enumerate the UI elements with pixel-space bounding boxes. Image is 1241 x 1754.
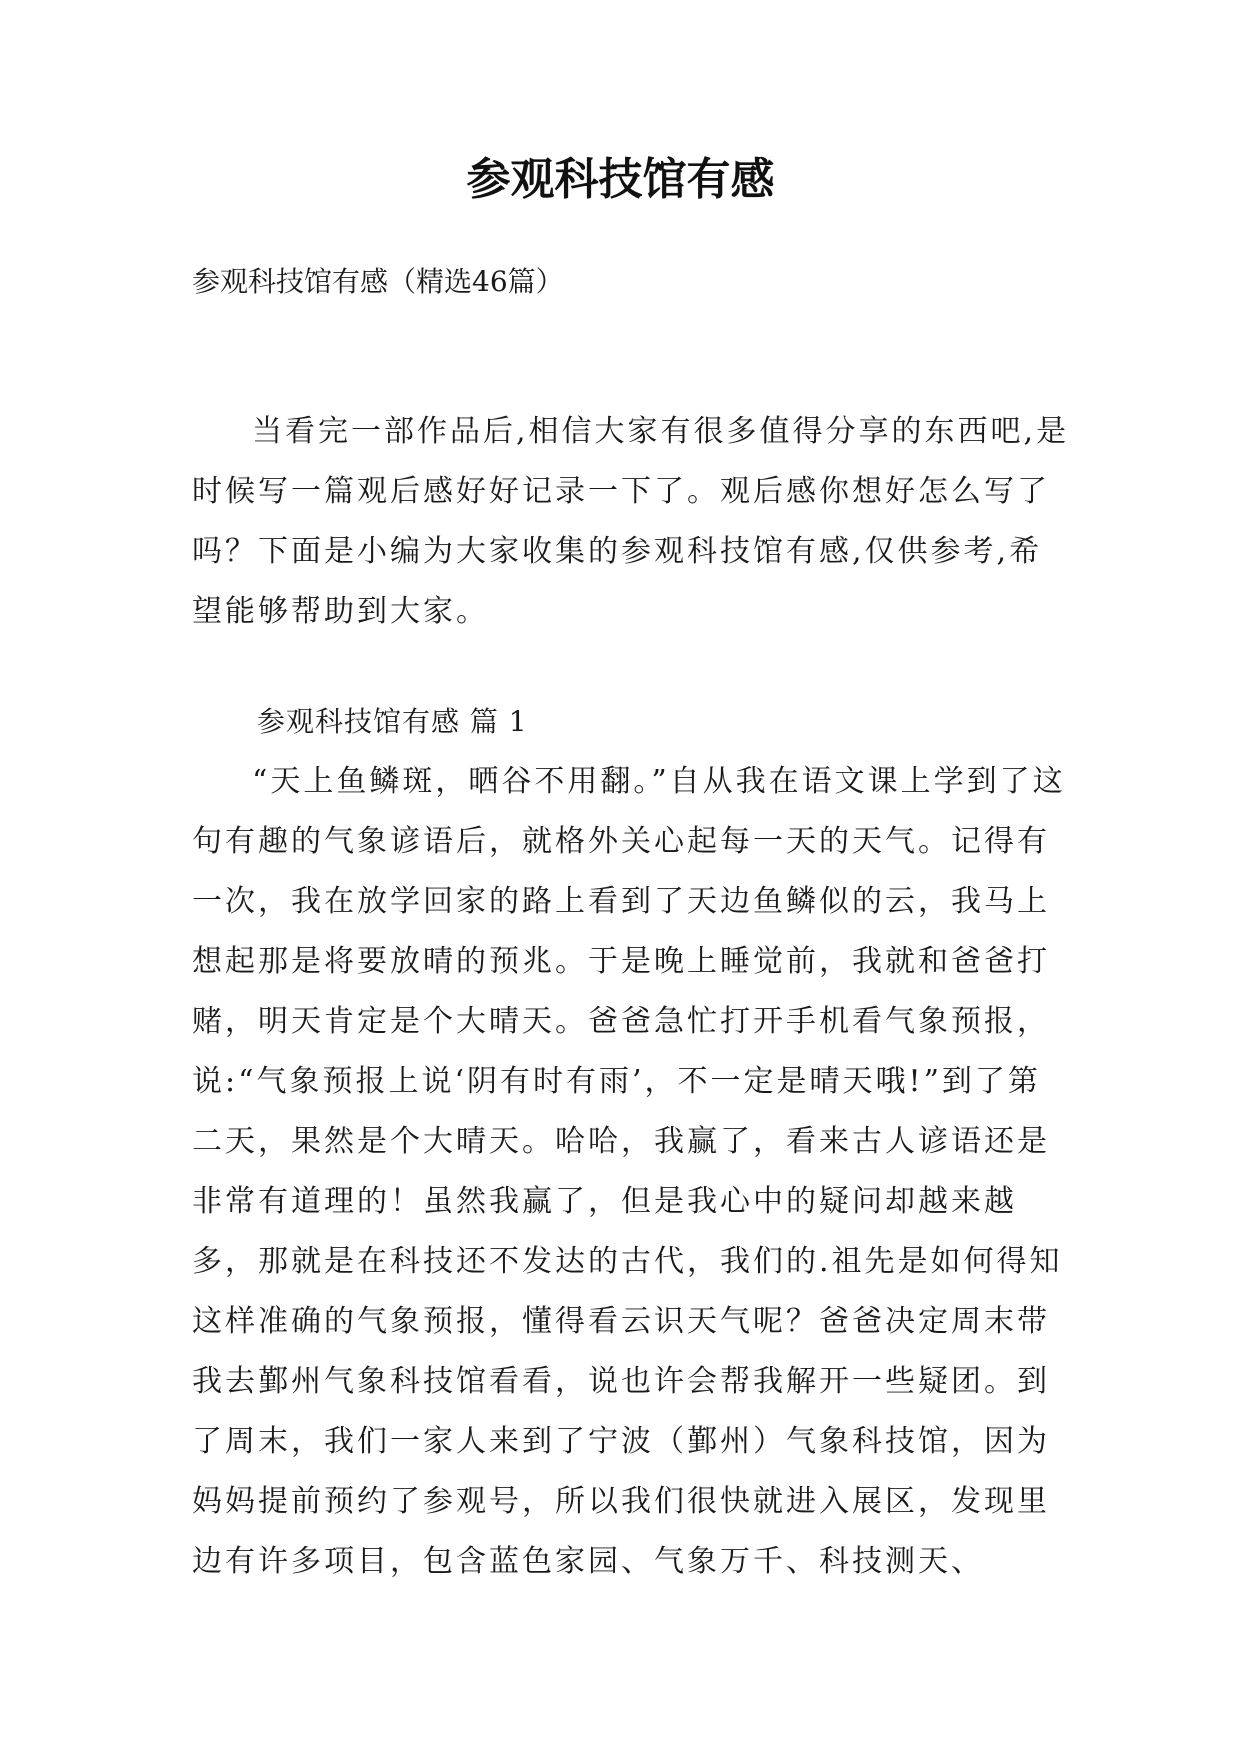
document-title: 参观科技馆有感 — [466, 154, 775, 205]
section-heading: 参观科技馆有感 篇 1 — [257, 705, 528, 738]
intro-paragraph: 当看完一部作品后,相信大家有很多值得分享的东西吧,是时候写一篇观后感好好记录一下了。观后感你想好怎么写了吗？下面是小编为大家收集的参观科技馆有感,仅供参考,希望能够帮助到大家。 — [192, 414, 1070, 629]
section-body-paragraph: “天上鱼鳞斑，晒谷不用翻。”自从我在语文课上学到了这句有趣的气象谚语后，就格外关心起每一天的天气。记得有一次，我在放学回家的路上看到了天边鱼鳞似的云，我马上想起那是将要放晴的预兆。于是晚上睡觉前，我就和爸爸打赌，明天肯定是个大晴天。爸爸急忙打开手机看气象预报，说:“气象预报上说‘阴有时有雨’，不一定是晴天哦!”到了第二天，果然是个大晴天。哈哈，我赢了，看来古人谚语还是非常有道理的！虽然我赢了，但是我心中的疑问却越来越多，那就是在科技还不发达的古代，我们的.祖先是如何得知这样准确的气象预报，懂得看云识天气呢？爸爸决定周末带我去鄞州气象科技馆看看，说也许会帮我解开一些疑团。到了周末，我们一家人来到了宁波（鄞州）气象科技馆，因为妈妈提前预约了参观号，所以我们很快就进入展区，发现里边有许多项目，包含蓝色家园、气象万千、科技测天、 — [192, 764, 1066, 1579]
document-subtitle: 参观科技馆有感（精选46篇） — [192, 265, 564, 298]
